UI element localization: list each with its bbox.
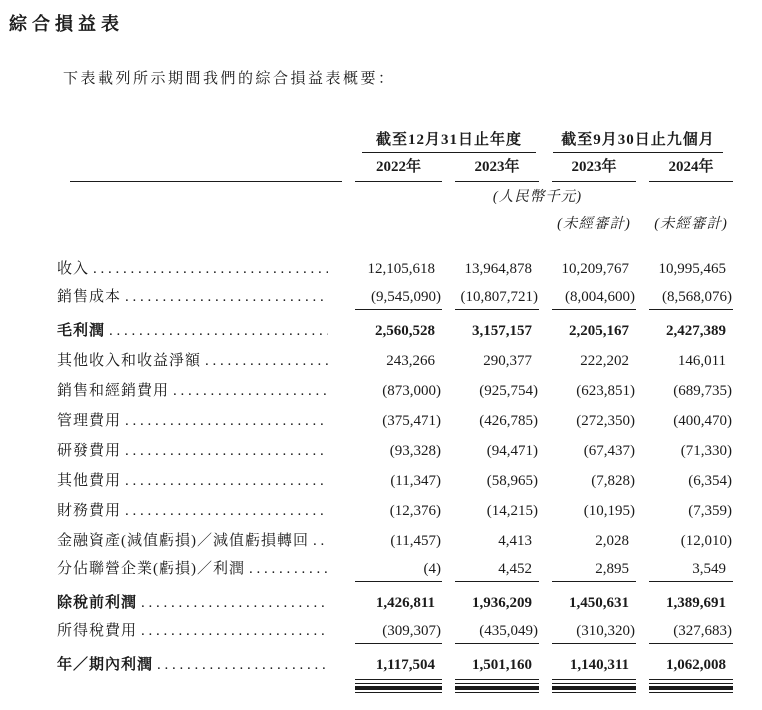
row-finance-costs bbox=[57, 493, 733, 523]
year-header-2024-9m: 2024年 bbox=[636, 153, 733, 182]
value-cell: (58,965) bbox=[486, 473, 539, 489]
row-label: 金融資產(減值虧損)／減值虧損轉回 bbox=[57, 533, 309, 549]
empty-cell bbox=[57, 677, 342, 698]
period-group-header-row bbox=[57, 127, 733, 153]
year-header-row bbox=[57, 153, 733, 182]
value-cell: 1,936,209 bbox=[472, 595, 533, 611]
row-gross-profit bbox=[57, 313, 733, 343]
dot-leader bbox=[125, 413, 328, 430]
dot-leader bbox=[93, 261, 328, 278]
value-cell: (689,735) bbox=[673, 383, 733, 399]
row-label: 管理費用 bbox=[57, 413, 122, 429]
value-cell: (8,004,600) bbox=[539, 281, 636, 313]
value-cell: 4,452 bbox=[442, 553, 539, 585]
currency-unit-note: (人民幣千元) bbox=[492, 189, 583, 205]
dot-leader bbox=[125, 289, 328, 306]
year-header-2022: 2022年 bbox=[342, 153, 442, 182]
dot-leader bbox=[141, 623, 328, 640]
value-cell: 2,028 bbox=[595, 533, 630, 549]
row-label: 年／期內利潤 bbox=[57, 657, 154, 673]
value-cell: 1,389,691 bbox=[666, 595, 727, 611]
row-label: 銷售和經銷費用 bbox=[57, 383, 170, 399]
value-cell: 290,377 bbox=[483, 353, 533, 369]
spacer-row bbox=[57, 235, 733, 251]
row-label: 其他費用 bbox=[57, 473, 122, 489]
value-cell: (10,195) bbox=[583, 503, 636, 519]
row-income-tax-expense bbox=[57, 615, 733, 647]
group-header-year-ended: 截至12月31日止年度 bbox=[362, 128, 536, 153]
row-label: 收入 bbox=[57, 261, 90, 277]
row-other-income-net bbox=[57, 343, 733, 373]
row-other-expenses bbox=[57, 463, 733, 493]
row-selling-distribution-expenses bbox=[57, 373, 733, 403]
value-cell: 1,501,160 bbox=[472, 657, 533, 673]
value-cell: 2,427,389 bbox=[666, 323, 727, 339]
value-cell: (435,049) bbox=[442, 615, 539, 647]
value-cell: (426,785) bbox=[479, 413, 539, 429]
double-rule bbox=[649, 679, 733, 693]
row-label: 毛利潤 bbox=[57, 323, 106, 339]
unaudited-note-row bbox=[57, 208, 733, 235]
row-admin-expenses bbox=[57, 403, 733, 433]
value-cell: (94,471) bbox=[486, 443, 539, 459]
dot-leader bbox=[141, 595, 328, 612]
value-cell: (873,000) bbox=[382, 383, 441, 399]
row-rd-expenses bbox=[57, 433, 733, 463]
value-cell: 3,157,157 bbox=[472, 323, 533, 339]
value-cell: 1,117,504 bbox=[375, 657, 435, 673]
value-cell: 13,964,878 bbox=[464, 261, 533, 277]
row-revenue bbox=[57, 251, 733, 281]
unaudited-note: (未經審計) bbox=[557, 216, 631, 232]
page-title: 綜合損益表 bbox=[9, 14, 124, 34]
double-rule bbox=[552, 679, 636, 693]
value-cell: (93,328) bbox=[389, 443, 441, 459]
value-cell: (9,545,090) bbox=[342, 281, 442, 313]
group-header-cell bbox=[342, 127, 539, 153]
row-label: 除稅前利潤 bbox=[57, 595, 138, 611]
value-cell: 1,062,008 bbox=[666, 657, 727, 673]
value-cell: 146,011 bbox=[677, 353, 727, 369]
value-cell: (6,354) bbox=[688, 473, 733, 489]
intro-text: 下表載列所示期間我們的綜合損益表概要： bbox=[63, 71, 396, 87]
row-share-of-associates bbox=[57, 553, 733, 585]
row-profit-before-tax bbox=[57, 585, 733, 615]
value-cell: (11,457) bbox=[390, 533, 441, 549]
value-cell: 1,450,631 bbox=[569, 595, 630, 611]
dot-leader bbox=[313, 533, 328, 550]
dot-leader bbox=[173, 383, 328, 400]
currency-unit-row bbox=[57, 182, 733, 208]
value-cell: (310,320) bbox=[539, 615, 636, 647]
row-label: 其他收入和收益淨額 bbox=[57, 353, 202, 369]
value-cell: (925,754) bbox=[479, 383, 539, 399]
group-header-cell bbox=[539, 127, 733, 153]
closing-double-rule-row bbox=[57, 677, 733, 698]
value-cell: 1,426,811 bbox=[375, 595, 435, 611]
row-profit-for-period bbox=[57, 647, 733, 677]
dot-leader bbox=[157, 657, 328, 674]
value-cell: 12,105,618 bbox=[367, 261, 435, 277]
value-cell: 2,895 bbox=[539, 553, 636, 585]
dot-leader bbox=[125, 473, 328, 490]
value-cell: (7,359) bbox=[688, 503, 733, 519]
empty-cell bbox=[57, 182, 342, 208]
value-cell: 1,140,311 bbox=[569, 657, 630, 673]
dot-leader bbox=[109, 323, 328, 340]
income-statement-table bbox=[57, 127, 733, 698]
dot-leader bbox=[125, 443, 328, 460]
row-label: 分佔聯營企業(虧損)／利潤 bbox=[57, 561, 245, 577]
value-cell: (8,568,076) bbox=[636, 281, 733, 313]
value-cell: 4,413 bbox=[498, 533, 533, 549]
value-cell: (327,683) bbox=[636, 615, 733, 647]
row-label: 所得稅費用 bbox=[57, 623, 138, 639]
value-cell: (7,828) bbox=[591, 473, 636, 489]
value-cell: (623,851) bbox=[576, 383, 636, 399]
value-cell: (11,347) bbox=[390, 473, 441, 489]
dot-leader bbox=[205, 353, 328, 370]
value-cell: 3,549 bbox=[636, 553, 733, 585]
empty-cell bbox=[57, 153, 342, 182]
value-cell: (10,807,721) bbox=[442, 281, 539, 313]
year-header-2023-9m: 2023年 bbox=[539, 153, 636, 182]
row-financial-assets-impairment bbox=[57, 523, 733, 553]
group-header-nine-months: 截至9月30日止九個月 bbox=[553, 128, 723, 153]
value-cell: 10,209,767 bbox=[561, 261, 630, 277]
empty-cell bbox=[57, 127, 342, 153]
value-cell: 243,266 bbox=[386, 353, 435, 369]
value-cell: 222,202 bbox=[580, 353, 630, 369]
value-cell: 2,560,528 bbox=[375, 323, 435, 339]
value-cell: (4) bbox=[342, 553, 442, 585]
value-cell: (12,010) bbox=[680, 533, 733, 549]
year-header-2023: 2023年 bbox=[442, 153, 539, 182]
row-label: 財務費用 bbox=[57, 503, 122, 519]
dot-leader bbox=[249, 561, 328, 578]
value-cell: (71,330) bbox=[680, 443, 733, 459]
value-cell: (67,437) bbox=[583, 443, 636, 459]
value-cell: (272,350) bbox=[576, 413, 636, 429]
value-cell: (375,471) bbox=[382, 413, 441, 429]
row-label: 銷售成本 bbox=[57, 289, 122, 305]
dot-leader bbox=[125, 503, 328, 520]
empty-cell bbox=[57, 208, 539, 235]
double-rule bbox=[355, 679, 442, 693]
value-cell: (14,215) bbox=[486, 503, 539, 519]
row-label: 研發費用 bbox=[57, 443, 122, 459]
row-cost-of-sales bbox=[57, 281, 733, 313]
value-cell: (12,376) bbox=[389, 503, 441, 519]
value-cell: 2,205,167 bbox=[569, 323, 630, 339]
value-cell: (309,307) bbox=[342, 615, 442, 647]
value-cell: 10,995,465 bbox=[658, 261, 727, 277]
unaudited-note: (未經審計) bbox=[654, 216, 728, 232]
double-rule bbox=[455, 679, 539, 693]
value-cell: (400,470) bbox=[673, 413, 733, 429]
